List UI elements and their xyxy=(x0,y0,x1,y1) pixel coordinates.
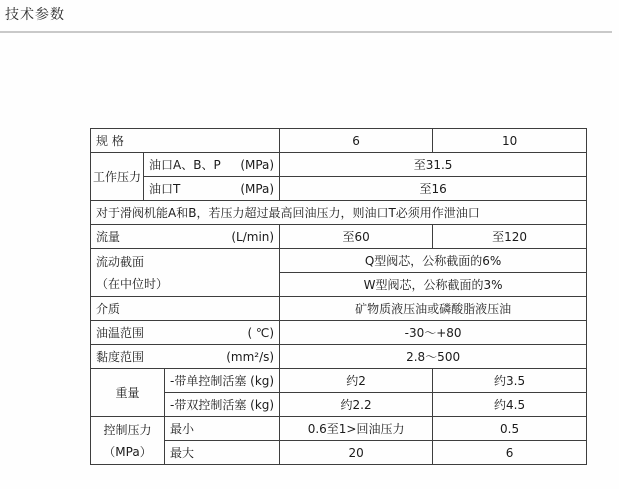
oil-temp-value-cell: -30～+80 xyxy=(280,321,587,345)
table-row xyxy=(91,153,587,177)
control-pressure-label-line1: 控制压力 xyxy=(103,422,152,437)
viscosity-label-cell xyxy=(91,345,280,369)
flow-value10-cell: 至120 xyxy=(433,225,587,249)
drain-port-note: 对于滑阀机能A和B，若压力超过最高回油压力，则油口T必须用作泄油口 xyxy=(91,201,587,225)
spec-size6-cell: 6 xyxy=(280,129,433,153)
oil-temp-name: 油温范围 xyxy=(96,326,145,340)
ports-abp-cell xyxy=(144,153,280,177)
table-row xyxy=(91,177,587,201)
table-row xyxy=(91,201,587,225)
spool-q-cell: Q型阀芯，公称截面的6% xyxy=(280,249,587,273)
control-pressure-max-name-cell: 最大 xyxy=(165,441,280,465)
oil-temp-label-cell xyxy=(91,321,280,345)
title-underline xyxy=(0,31,612,33)
control-pressure-min-value10-cell: 0.5 xyxy=(433,417,587,441)
weight-double-value6-cell: 约2.2 xyxy=(280,393,433,417)
table-row xyxy=(91,417,587,441)
spool-w-cell: W型阀芯，公称截面的3% xyxy=(280,273,587,297)
weight-single-value6-cell: 约2 xyxy=(280,369,433,393)
table-row xyxy=(91,297,587,321)
port-t-name: 油口T xyxy=(149,182,181,196)
weight-single-name-cell: -带单控制活塞 (kg) xyxy=(165,369,280,393)
control-pressure-max-value10-cell: 6 xyxy=(433,441,587,465)
weight-label-cell: 重量 xyxy=(91,369,165,417)
ports-abp-unit: (MPa) xyxy=(240,157,275,172)
table-row xyxy=(91,393,587,417)
viscosity-name: 黏度范围 xyxy=(96,350,145,364)
weight-double-value10-cell: 约4.5 xyxy=(433,393,587,417)
viscosity-unit: (mm²/s) xyxy=(226,349,275,364)
flow-section-name-line2: （在中位时） xyxy=(96,276,169,291)
flow-unit: (L/min) xyxy=(231,229,275,244)
flow-section-name-line1: 流动截面 xyxy=(96,254,145,269)
ports-abp-name: 油口A、B、P xyxy=(149,158,221,172)
weight-single-value10-cell: 约3.5 xyxy=(433,369,587,393)
oil-temp-unit: ( ℃) xyxy=(247,325,275,340)
flow-name: 流量 xyxy=(96,230,121,244)
control-pressure-min-name-cell: 最小 xyxy=(165,417,280,441)
weight-double-name-cell: -带双控制活塞 (kg) xyxy=(165,393,280,417)
control-pressure-min-value6-cell: 0.6至1>回油压力 xyxy=(280,417,433,441)
port-t-cell xyxy=(144,177,280,201)
table-row xyxy=(91,225,587,249)
flow-label-cell xyxy=(91,225,280,249)
spec-label-cell: 规 格 xyxy=(91,129,280,153)
control-pressure-max-value6-cell: 20 xyxy=(280,441,433,465)
control-pressure-label-cell xyxy=(91,417,165,465)
technical-parameters-table xyxy=(90,128,587,465)
medium-value-cell: 矿物质液压油或磷酸脂液压油 xyxy=(280,297,587,321)
flow-section-label-cell xyxy=(91,249,280,297)
port-t-unit: (MPa) xyxy=(240,181,275,196)
flow-value6-cell: 至60 xyxy=(280,225,433,249)
viscosity-value-cell: 2.8～500 xyxy=(280,345,587,369)
table-row xyxy=(91,369,587,393)
medium-label-cell: 介质 xyxy=(91,297,280,321)
table-row xyxy=(91,345,587,369)
table-row xyxy=(91,441,587,465)
working-pressure-label-cell: 工作压力 xyxy=(91,153,144,201)
table-row xyxy=(91,129,587,153)
ports-abp-value-cell: 至31.5 xyxy=(280,153,587,177)
control-pressure-label-line2: （MPa） xyxy=(103,444,152,459)
table-row xyxy=(91,321,587,345)
port-t-value-cell: 至16 xyxy=(280,177,587,201)
page-title: 技术参数 xyxy=(5,7,65,23)
table-row xyxy=(91,249,587,273)
spec-size10-cell: 10 xyxy=(433,129,587,153)
